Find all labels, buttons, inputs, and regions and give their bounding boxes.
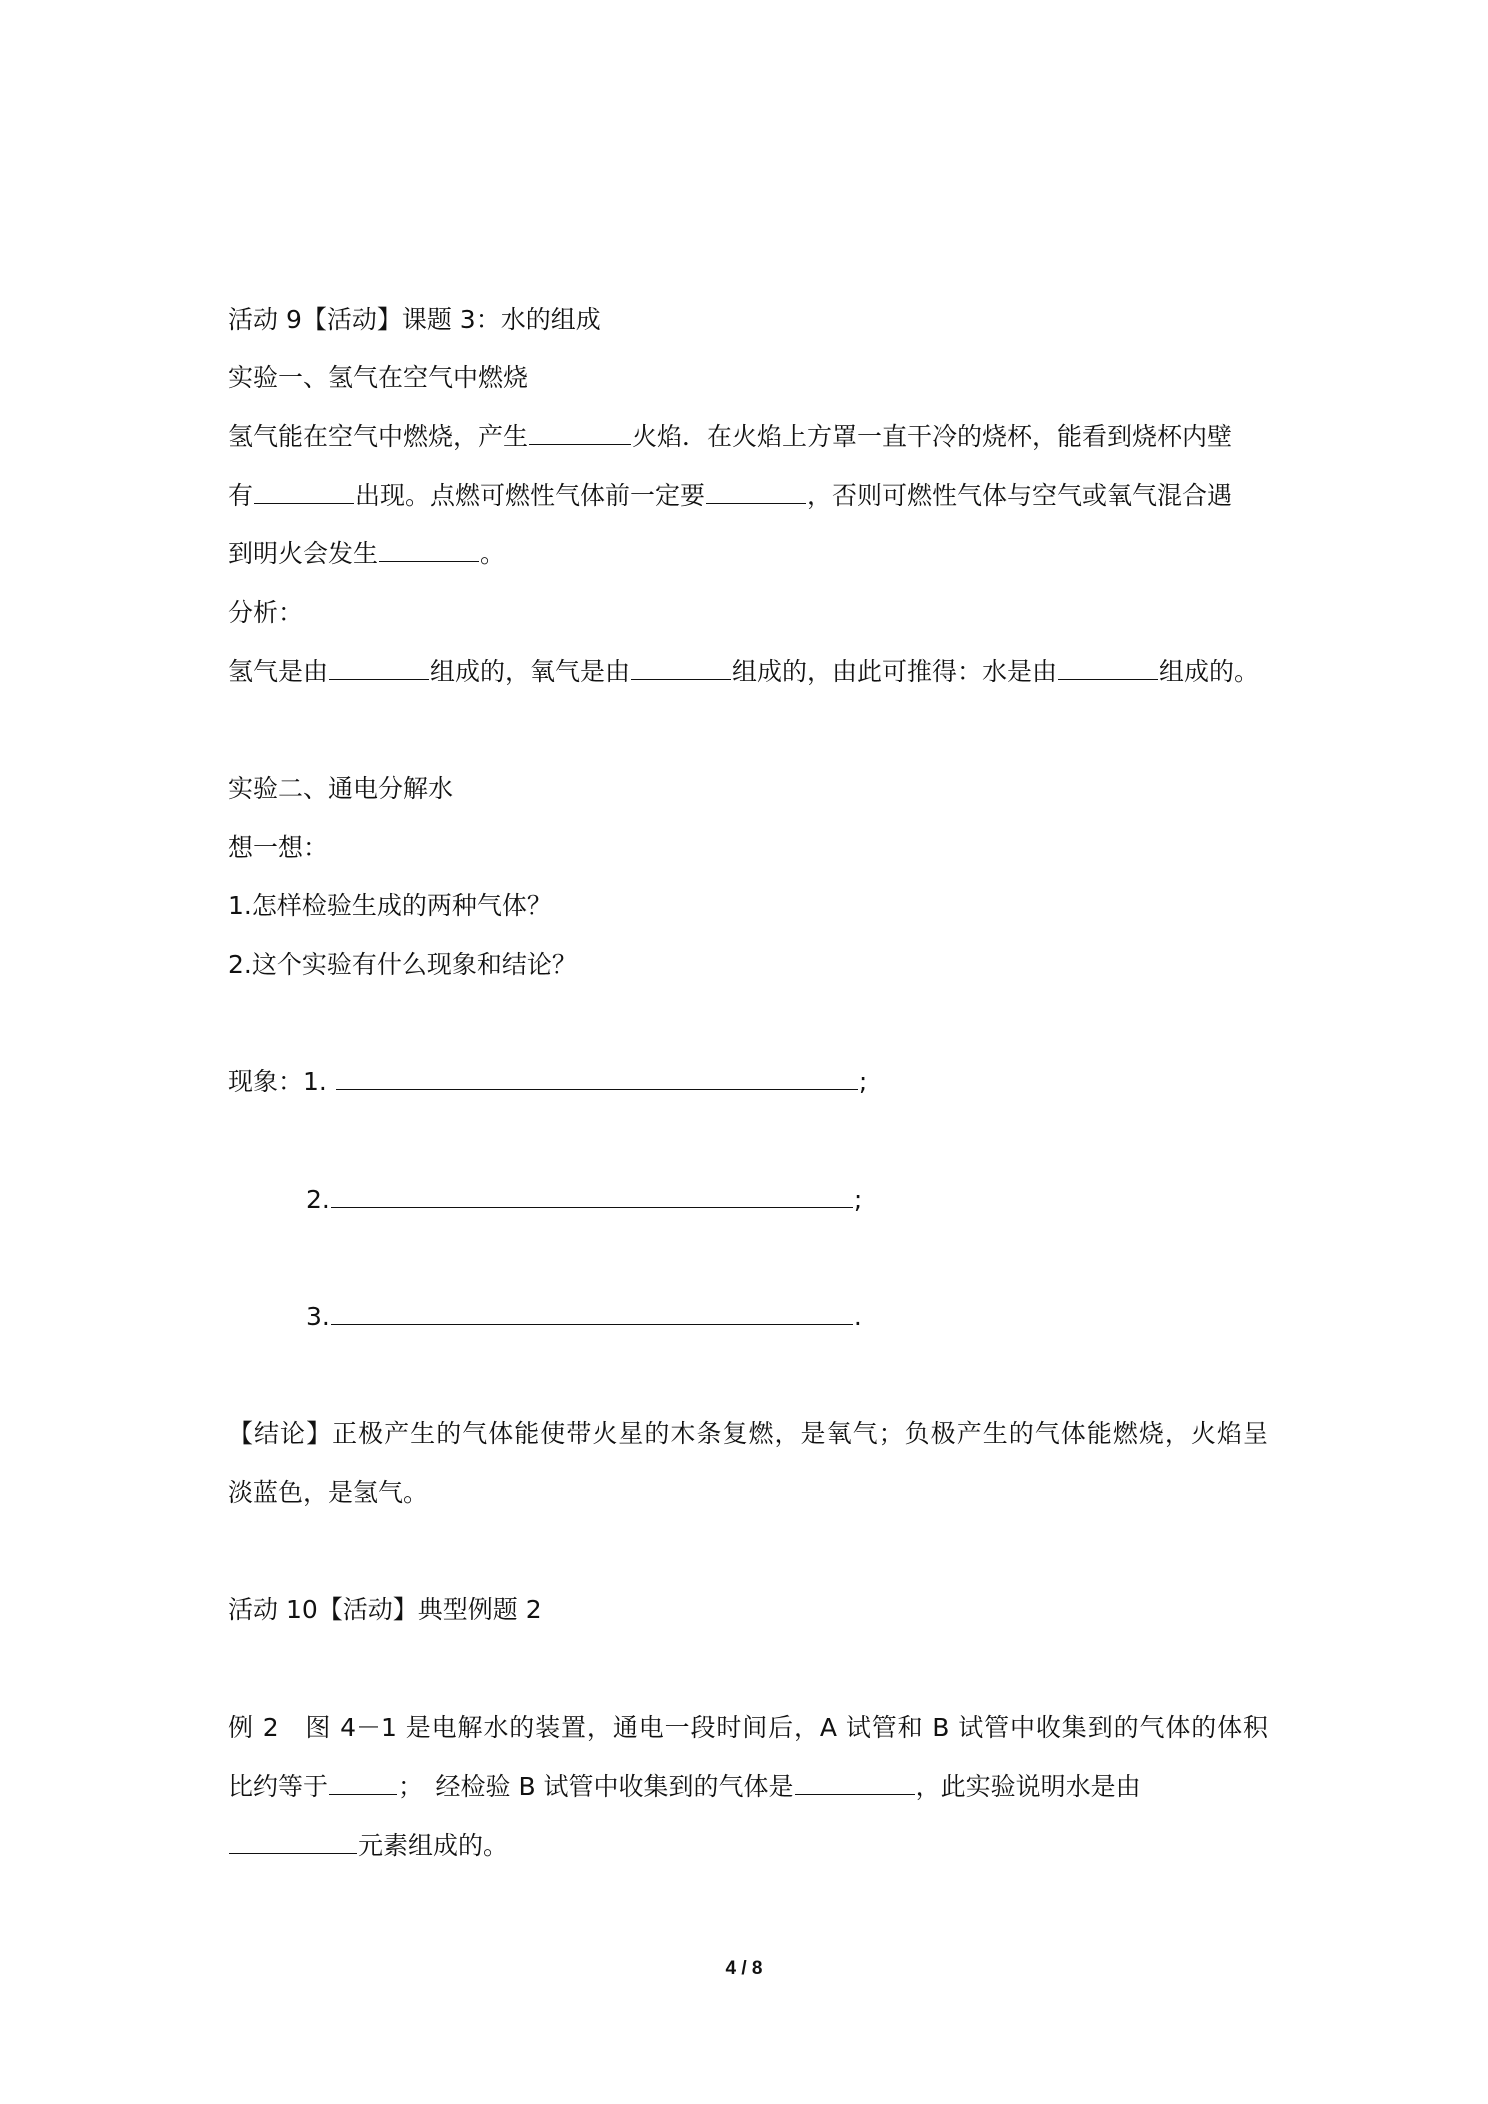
experiment1-line1: [228, 420, 1232, 454]
think-label: 想一想：: [228, 833, 329, 862]
text-fragment: 组成的，由此可推得：水是由: [732, 657, 1058, 686]
text-fragment: 组成的。: [1159, 657, 1260, 686]
fill-blank: [529, 420, 631, 445]
text-fragment: ;: [853, 1185, 863, 1214]
example-line3: [228, 1829, 508, 1863]
text-fragment: ;: [858, 1067, 868, 1096]
fill-blank: [329, 1770, 397, 1795]
phenomenon-3: [306, 1300, 862, 1334]
page-number: 4 / 8: [725, 1958, 763, 1979]
phenomenon-1: [228, 1065, 867, 1099]
text-fragment: ； 经检验 B 试管中收集到的气体是: [398, 1772, 794, 1801]
activity10-title: 活动 10【活动】典型例题 2: [228, 1595, 542, 1624]
text-fragment: 出现。点燃可燃性气体前一定要: [355, 481, 706, 510]
fill-blank: [254, 479, 354, 504]
experiment1-line3: [228, 537, 505, 571]
fill-blank: [229, 1829, 357, 1854]
analysis-line: [228, 655, 1259, 689]
text-fragment: 比约等于: [228, 1772, 329, 1801]
fill-blank: [331, 1300, 853, 1325]
question-1: 1.怎样检验生成的两种气体？: [228, 891, 552, 920]
experiment1-line2: [228, 479, 1232, 513]
experiment2-title: 实验二、通电分解水: [228, 774, 454, 803]
text-fragment: 现象：1.: [228, 1067, 327, 1096]
text-fragment: ，否则可燃性气体与空气或氧气混合遇: [807, 481, 1233, 510]
text-fragment: 元素组成的。: [358, 1831, 509, 1860]
fill-blank: [795, 1770, 915, 1795]
conclusion-line2: 淡蓝色，是氢气。: [228, 1478, 429, 1507]
fill-blank: [706, 479, 806, 504]
fill-blank: [329, 655, 429, 680]
conclusion-line1: 【结论】正极产生的气体能使带火星的木条复燃，是氧气；负极产生的气体能燃烧，火焰呈: [228, 1419, 1268, 1448]
text-fragment: 。: [480, 539, 506, 568]
text-fragment: 3.: [306, 1302, 330, 1331]
text-fragment: .: [853, 1302, 862, 1331]
text-fragment: 氢气是由: [228, 657, 329, 686]
fill-blank: [379, 537, 479, 562]
fill-blank: [331, 1183, 853, 1208]
text-fragment: 2.: [306, 1185, 330, 1214]
text-fragment: 到明火会发生: [228, 539, 379, 568]
activity9-title: 活动 9【活动】课题 3：水的组成: [228, 305, 601, 334]
example-line2: [228, 1770, 1268, 1804]
example-line1: 例 2 图 4－1 是电解水的装置，通电一段时间后，A 试管和 B 试管中收集到的气体的体积: [228, 1713, 1268, 1742]
fill-blank: [1058, 655, 1158, 680]
analysis-label: 分析：: [228, 598, 304, 627]
text-fragment: 氢气能在空气中燃烧，产生: [228, 422, 529, 451]
text-fragment: 有: [228, 481, 254, 510]
fill-blank: [631, 655, 731, 680]
text-fragment: 火焰．在火焰上方罩一直干冷的烧杯，能看到烧杯内壁: [632, 422, 1233, 451]
phenomenon-2: [306, 1183, 862, 1217]
question-2: 2.这个实验有什么现象和结论？: [228, 950, 577, 979]
text-fragment: 组成的，氧气是由: [430, 657, 631, 686]
text-fragment: ，此实验说明水是由: [915, 1772, 1141, 1801]
fill-blank: [336, 1065, 858, 1090]
experiment1-title: 实验一、氢气在空气中燃烧: [228, 363, 529, 392]
